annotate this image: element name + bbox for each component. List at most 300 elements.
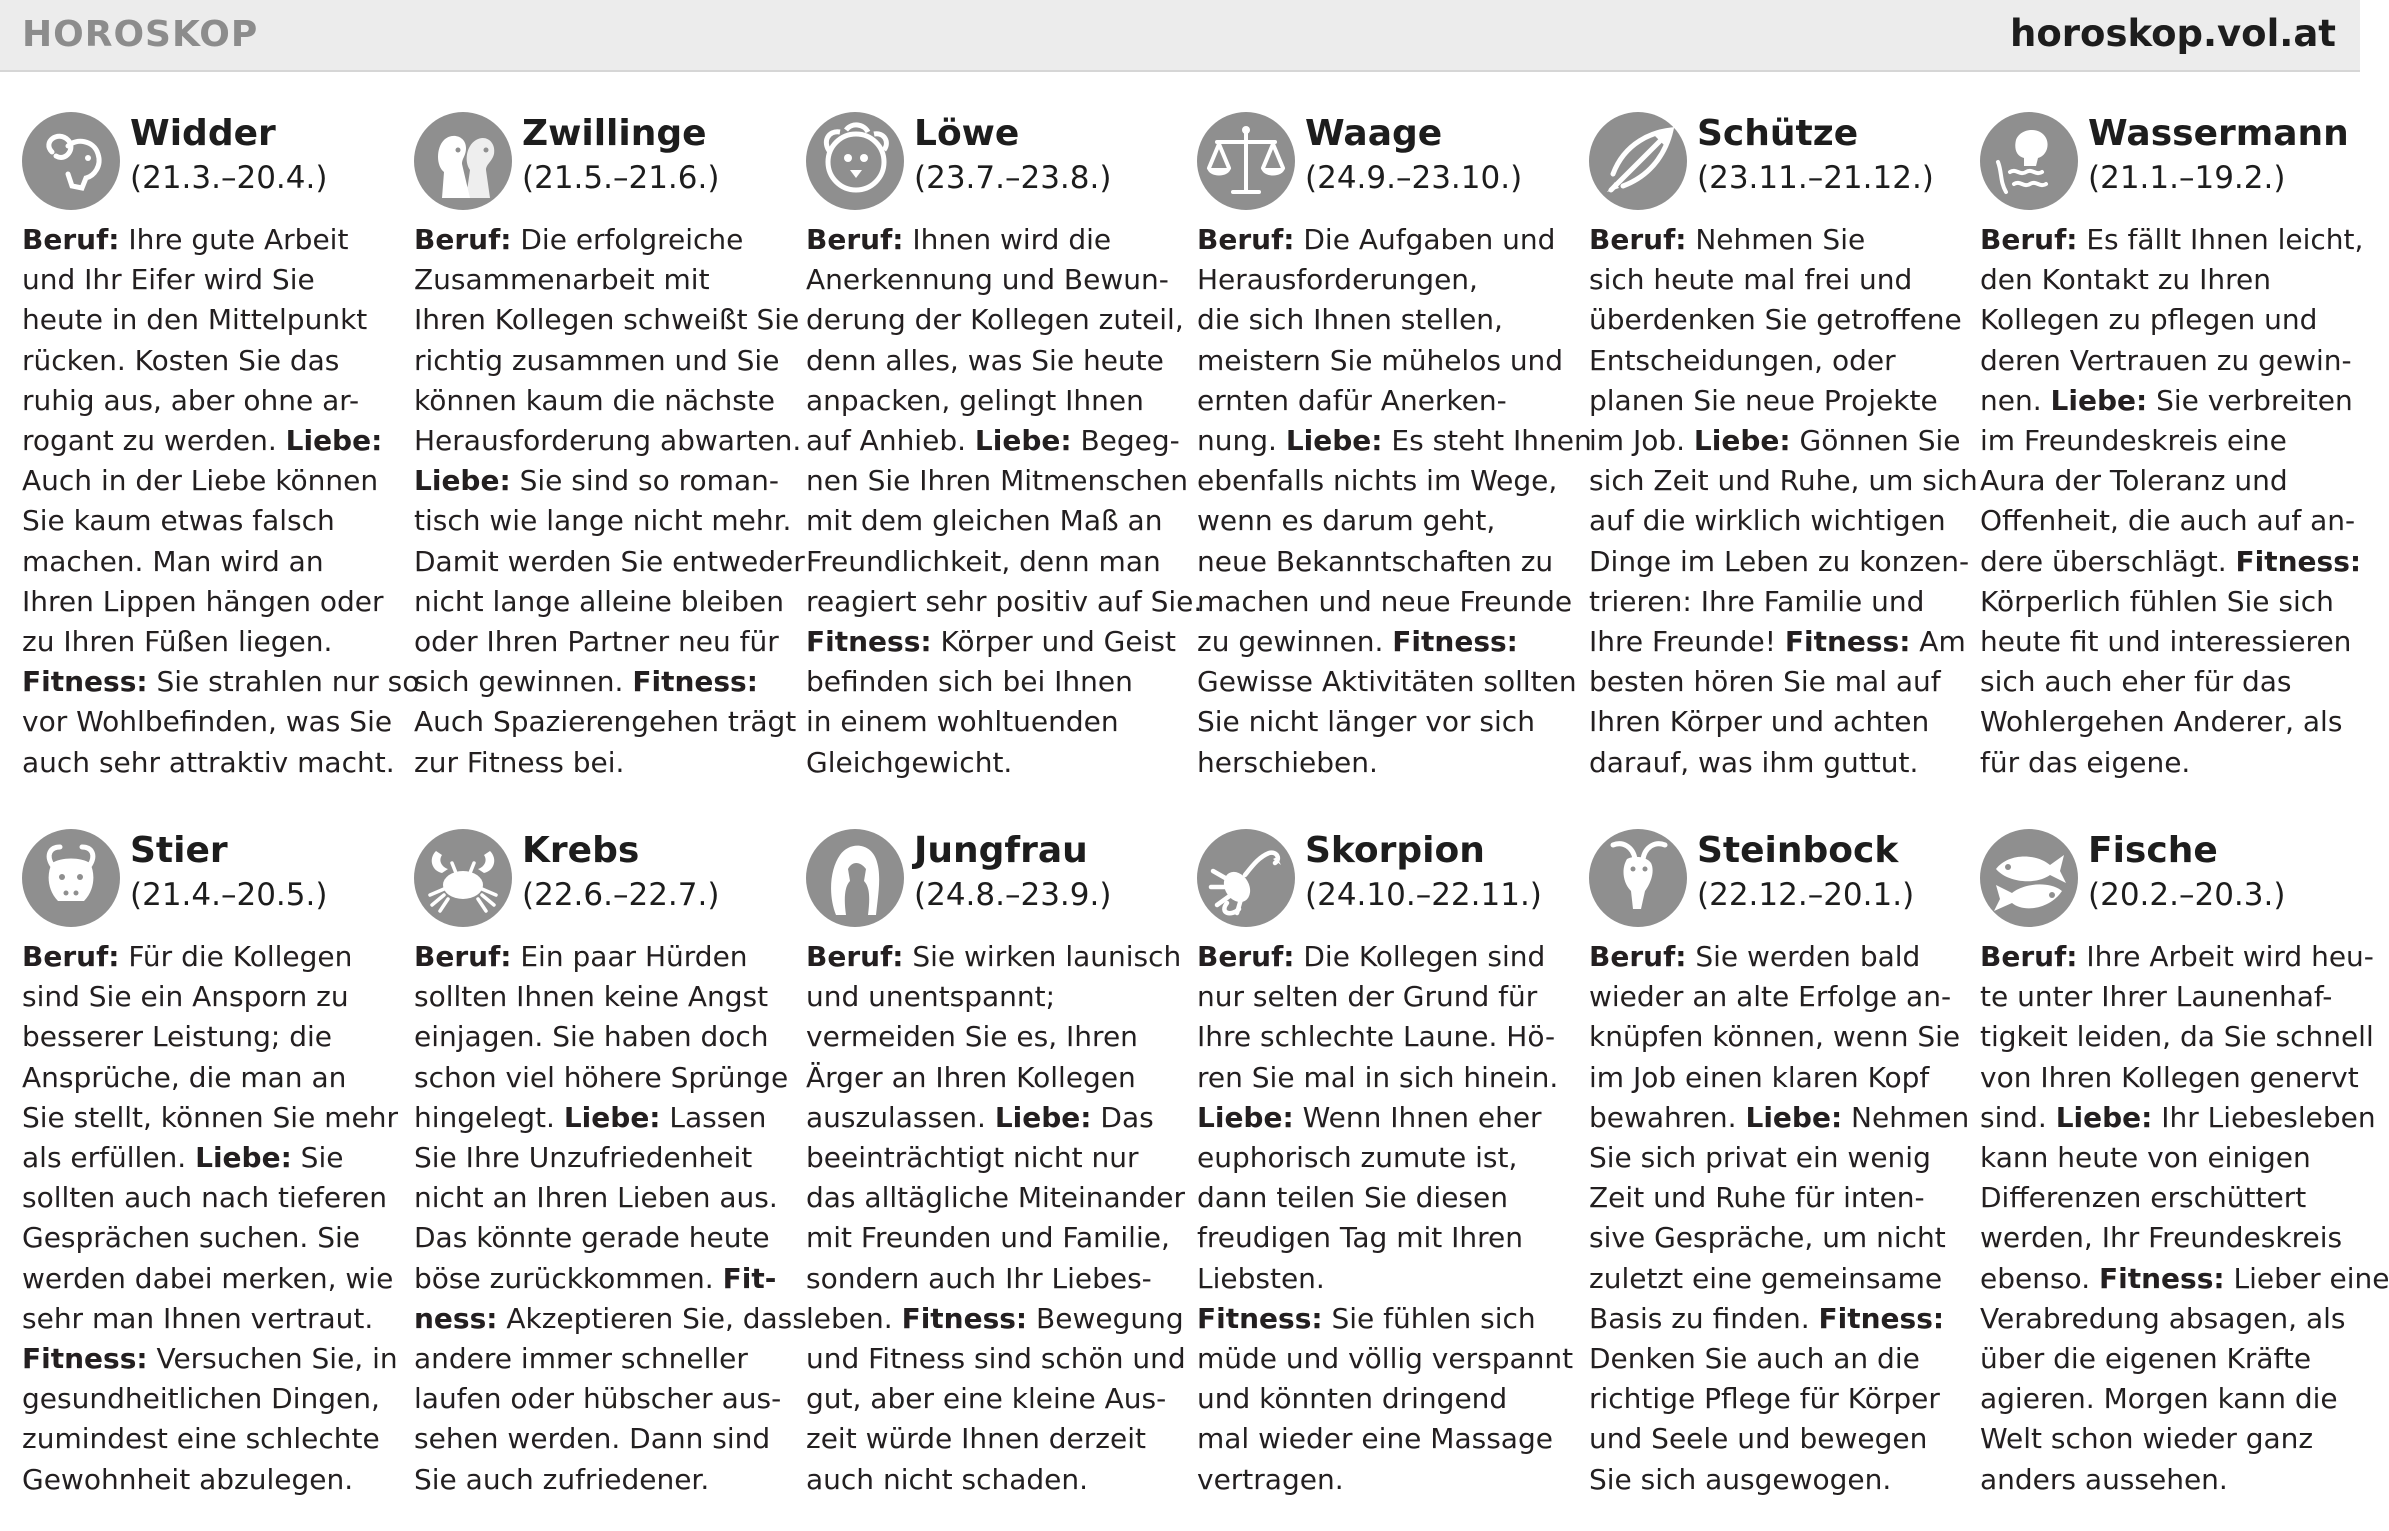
text-line bbox=[806, 1178, 1185, 1218]
text-line bbox=[806, 220, 1176, 260]
text-line bbox=[22, 1058, 392, 1098]
text-segment: Sie auch zufriedener. bbox=[414, 1462, 710, 1496]
sign-text bbox=[414, 937, 807, 1500]
category-label: Fit- bbox=[722, 1261, 777, 1295]
text-line bbox=[806, 341, 1176, 381]
text-segment: andere immer schneller bbox=[414, 1342, 748, 1376]
text-segment: Anerkennung und Bewun- bbox=[806, 263, 1169, 297]
text-segment: Bewegung bbox=[1027, 1301, 1184, 1335]
text-segment: Sie stellt, können Sie mehr bbox=[22, 1100, 398, 1134]
text-segment: Sie kaum etwas falsch bbox=[22, 504, 335, 538]
text-segment: machen. Man wird an bbox=[22, 544, 324, 578]
category-label: Fitness: bbox=[632, 665, 758, 699]
text-line bbox=[1980, 1178, 2350, 1218]
text-line bbox=[414, 220, 784, 260]
text-segment: Auch in der Liebe können bbox=[22, 464, 379, 498]
text-segment: im Job. bbox=[1589, 424, 1694, 458]
text-line bbox=[1197, 1379, 1567, 1419]
text-segment: Nehmen Sie bbox=[1686, 223, 1866, 256]
category-label: Beruf: bbox=[1589, 223, 1687, 256]
category-label: Liebe: bbox=[1285, 424, 1383, 458]
text-segment: Freundlichkeit, denn man bbox=[806, 544, 1161, 578]
text-segment: ernten dafür Anerken- bbox=[1197, 383, 1507, 417]
text-segment: auszulassen. bbox=[806, 1100, 995, 1134]
text-line bbox=[1980, 341, 2350, 381]
category-label: Liebe: bbox=[2050, 383, 2148, 417]
text-line bbox=[1980, 937, 2374, 977]
text-line bbox=[1589, 582, 1959, 622]
text-segment: meistern Sie mühelos und bbox=[1197, 343, 1564, 377]
category-label: Fitness: bbox=[2099, 1261, 2225, 1295]
text-line bbox=[1980, 702, 2350, 742]
text-line bbox=[1197, 1460, 1567, 1500]
sign-name: Fische bbox=[2088, 830, 2218, 871]
text-segment: Für die Kollegen bbox=[119, 940, 353, 973]
text-line bbox=[1980, 1017, 2374, 1057]
text-segment: Sie nicht länger vor sich bbox=[1197, 705, 1535, 739]
text-line bbox=[1197, 662, 1577, 702]
text-line bbox=[414, 582, 784, 622]
text-segment: Sie verbreiten bbox=[2147, 383, 2353, 417]
text-line bbox=[22, 622, 392, 662]
text-segment: Ihre Freunde! bbox=[1589, 625, 1785, 659]
text-line bbox=[22, 702, 392, 742]
sign-dates: (24.10.–22.11.) bbox=[1305, 877, 1542, 913]
text-segment: nung. bbox=[1197, 424, 1286, 458]
text-line bbox=[1197, 1419, 1567, 1459]
text-line bbox=[1980, 1339, 2350, 1379]
category-label: Liebe: bbox=[195, 1141, 292, 1175]
text-segment: richtig zusammen und Sie bbox=[414, 343, 780, 377]
text-line bbox=[22, 1138, 392, 1178]
text-line bbox=[1589, 542, 1970, 582]
sign-dates: (21.5.–21.6.) bbox=[522, 160, 720, 196]
text-segment: das alltägliche Miteinander bbox=[806, 1181, 1185, 1215]
text-line bbox=[1197, 702, 1567, 742]
text-segment: Gleichgewicht. bbox=[806, 745, 1013, 779]
sign-dates: (21.3.–20.4.) bbox=[130, 160, 328, 196]
text-segment: zuletzt eine gemeinsame bbox=[1589, 1261, 1943, 1295]
text-line bbox=[1197, 1339, 1574, 1379]
text-line bbox=[1980, 1299, 2350, 1339]
text-segment: sind. bbox=[1980, 1100, 2056, 1134]
text-segment: besten hören Sie mal auf bbox=[1589, 665, 1941, 699]
text-line bbox=[1589, 341, 1959, 381]
text-line bbox=[1589, 1178, 1959, 1218]
text-line bbox=[414, 1218, 784, 1258]
sign-loewe bbox=[806, 112, 1203, 783]
text-segment: herschieben. bbox=[1197, 745, 1378, 779]
text-segment: Denken Sie auch an die bbox=[1589, 1342, 1920, 1376]
text-line bbox=[414, 1379, 784, 1419]
text-segment: Sie strahlen nur so bbox=[147, 665, 420, 699]
sign-dates: (24.9.–23.10.) bbox=[1305, 160, 1523, 196]
text-line bbox=[414, 1138, 784, 1178]
category-label: Beruf: bbox=[806, 223, 904, 256]
text-line bbox=[22, 260, 392, 300]
text-line bbox=[1197, 421, 1592, 461]
sign-name: Schütze bbox=[1697, 113, 1859, 154]
text-line bbox=[1197, 260, 1567, 300]
text-segment: zeit würde Ihnen derzeit bbox=[806, 1422, 1146, 1456]
text-segment: tigkeit leiden, da Sie schnell bbox=[1980, 1020, 2374, 1054]
text-line bbox=[22, 1419, 392, 1459]
text-line bbox=[1980, 542, 2362, 582]
text-line bbox=[22, 937, 392, 977]
sign-name: Skorpion bbox=[1305, 830, 1485, 871]
category-label: Beruf: bbox=[1589, 940, 1687, 973]
category-label: Liebe: bbox=[1197, 1100, 1294, 1134]
text-segment: und unentspannt; bbox=[806, 980, 1056, 1014]
scorpion-icon bbox=[1197, 829, 1295, 927]
sign-widder bbox=[22, 112, 420, 783]
text-line bbox=[806, 1419, 1176, 1459]
text-line bbox=[414, 1017, 784, 1057]
text-segment: reagiert sehr positiv auf Sie. bbox=[806, 584, 1203, 618]
text-segment: Akzeptieren Sie, dass bbox=[497, 1301, 807, 1335]
sign-name: Wassermann bbox=[2088, 113, 2349, 154]
text-line bbox=[22, 582, 392, 622]
text-line bbox=[1980, 461, 2350, 501]
sign-dates: (21.4.–20.5.) bbox=[130, 877, 328, 913]
category-label: Liebe: bbox=[974, 424, 1072, 458]
text-line bbox=[806, 421, 1180, 461]
text-segment: im Freundeskreis eine bbox=[1980, 424, 2287, 458]
sign-text bbox=[806, 220, 1203, 783]
text-segment: Zusammenarbeit mit bbox=[414, 263, 710, 297]
text-segment: Aura der Toleranz und bbox=[1980, 464, 2288, 498]
text-line bbox=[414, 1259, 784, 1299]
category-label: Fitness: bbox=[806, 625, 932, 659]
sign-name: Jungfrau bbox=[914, 830, 1088, 871]
text-segment: sehen werden. Dann sind bbox=[414, 1422, 771, 1456]
sign-text bbox=[414, 220, 805, 783]
text-line bbox=[1197, 977, 1567, 1017]
text-line bbox=[1980, 1259, 2389, 1299]
text-segment: Gewohnheit abzulegen. bbox=[22, 1462, 354, 1496]
text-line bbox=[1589, 1017, 1959, 1057]
text-segment: schon viel höhere Sprünge bbox=[414, 1060, 789, 1094]
text-line bbox=[806, 260, 1176, 300]
text-segment: Ansprüche, die man an bbox=[22, 1060, 347, 1094]
text-segment: Gesprächen suchen. Sie bbox=[22, 1221, 360, 1255]
sign-name: Stier bbox=[130, 830, 228, 871]
text-segment: ebenfalls nichts im Wege, bbox=[1197, 464, 1558, 498]
text-segment: Die Kollegen sind bbox=[1294, 940, 1546, 973]
text-line bbox=[1980, 622, 2350, 662]
text-segment: Nehmen bbox=[1842, 1100, 1970, 1134]
text-segment: nicht an Ihren Lieben aus. bbox=[414, 1181, 778, 1215]
goat-icon bbox=[1589, 829, 1687, 927]
text-segment: Ihren Körper und achten bbox=[1589, 705, 1930, 739]
text-line bbox=[1589, 260, 1959, 300]
sign-name: Krebs bbox=[522, 830, 640, 871]
text-segment: einjagen. Sie haben doch bbox=[414, 1020, 769, 1054]
text-segment: Ihr Liebesleben bbox=[2152, 1100, 2376, 1134]
text-segment: sive Gespräche, um nicht bbox=[1589, 1221, 1946, 1255]
text-segment: derung der Kollegen zuteil, bbox=[806, 303, 1184, 337]
text-segment: ruhig aus, aber ohne ar- bbox=[22, 383, 360, 417]
sign-steinbock bbox=[1589, 829, 1970, 1500]
text-segment: Ein paar Hürden bbox=[511, 940, 748, 973]
text-line bbox=[806, 1138, 1176, 1178]
sign-skorpion bbox=[1197, 829, 1574, 1500]
category-label: Fitness: bbox=[22, 1342, 148, 1376]
text-segment: sich Zeit und Ruhe, um sich bbox=[1589, 464, 1978, 498]
text-segment: Die erfolgreiche bbox=[511, 223, 744, 256]
text-segment: beeinträchtigt nicht nur bbox=[806, 1141, 1139, 1175]
text-segment: Basis zu finden. bbox=[1589, 1301, 1819, 1335]
text-segment: Sie fühlen sich bbox=[1322, 1301, 1536, 1335]
category-label: Beruf: bbox=[1980, 940, 2078, 973]
text-segment: Wenn Ihnen eher bbox=[1293, 1100, 1542, 1134]
sign-text bbox=[1589, 220, 1978, 783]
text-segment: Sie bbox=[291, 1141, 344, 1175]
text-line bbox=[1589, 501, 1959, 541]
crab-icon bbox=[414, 829, 512, 927]
sign-stier bbox=[22, 829, 398, 1500]
text-segment: besserer Leistung; die bbox=[22, 1020, 332, 1054]
category-label: Fitness: bbox=[1784, 625, 1911, 659]
category-label: Beruf: bbox=[1197, 940, 1295, 973]
category-label: Beruf: bbox=[1197, 223, 1295, 256]
text-segment: Dinge im Leben zu konzen- bbox=[1589, 544, 1970, 578]
text-segment: sondern auch Ihr Liebes- bbox=[806, 1261, 1152, 1295]
text-line bbox=[1589, 300, 1962, 340]
text-segment: heute in den Mittelpunkt bbox=[22, 303, 368, 337]
text-line bbox=[414, 977, 784, 1017]
text-segment: heute fit und interessieren bbox=[1980, 625, 2352, 659]
text-line bbox=[1980, 582, 2350, 622]
text-segment: Sie sich privat ein wenig bbox=[1589, 1141, 1931, 1175]
virgin-icon bbox=[806, 829, 904, 927]
text-line bbox=[1197, 300, 1567, 340]
category-label: Liebe: bbox=[1693, 424, 1791, 458]
text-segment: Ärger an Ihren Kollegen bbox=[806, 1060, 1136, 1094]
archer-icon bbox=[1589, 112, 1687, 210]
text-segment: nen Sie Ihren Mitmenschen bbox=[806, 464, 1188, 498]
text-segment: sich gewinnen. bbox=[414, 665, 633, 699]
text-segment: Differenzen erschüttert bbox=[1980, 1181, 2307, 1215]
text-segment: Lieber eine bbox=[2224, 1261, 2389, 1295]
text-line bbox=[806, 743, 1176, 783]
text-segment: nur selten der Grund für bbox=[1197, 980, 1538, 1014]
sign-text bbox=[22, 937, 398, 1500]
category-label: Fitness: bbox=[2235, 544, 2362, 578]
text-line bbox=[806, 582, 1203, 622]
text-segment: Begeg- bbox=[1071, 424, 1180, 458]
lion-icon bbox=[806, 112, 904, 210]
text-line bbox=[1980, 743, 2350, 783]
text-segment: Kollegen zu pflegen und bbox=[1980, 303, 2318, 337]
text-segment: Sie wirken launisch bbox=[903, 940, 1182, 973]
text-segment: denn alles, was Sie heute bbox=[806, 343, 1164, 377]
text-line bbox=[1197, 622, 1567, 662]
text-segment: Sie sind so roman- bbox=[510, 464, 779, 498]
text-segment: sehr man Ihnen vertraut. bbox=[22, 1301, 374, 1335]
text-line bbox=[22, 341, 392, 381]
sign-wassermann bbox=[1980, 112, 2364, 783]
text-segment: machen und neue Freunde bbox=[1197, 584, 1573, 618]
text-segment: knüpfen können, wenn Sie bbox=[1589, 1020, 1961, 1054]
text-segment: rücken. Kosten Sie das bbox=[22, 343, 340, 377]
text-segment: bewahren. bbox=[1589, 1100, 1746, 1134]
text-segment: euphorisch zumute ist, bbox=[1197, 1141, 1518, 1175]
sign-name: Widder bbox=[130, 113, 276, 154]
text-line bbox=[414, 341, 784, 381]
text-line bbox=[22, 1098, 398, 1138]
category-label: Liebe: bbox=[414, 464, 511, 498]
text-segment: Die Aufgaben und bbox=[1294, 223, 1556, 256]
sign-text bbox=[1980, 220, 2364, 783]
text-line bbox=[1589, 220, 1959, 260]
text-segment: Am bbox=[1910, 625, 1966, 659]
text-line bbox=[1980, 662, 2350, 702]
text-line bbox=[806, 300, 1184, 340]
twins-icon bbox=[414, 112, 512, 210]
text-segment: Verabredung absagen, als bbox=[1980, 1301, 2346, 1335]
text-line bbox=[414, 1098, 784, 1138]
text-segment: dann teilen Sie diesen bbox=[1197, 1181, 1508, 1215]
text-segment: können kaum die nächste bbox=[414, 383, 776, 417]
text-line bbox=[1589, 702, 1959, 742]
text-segment: sich auch eher für das bbox=[1980, 665, 2292, 699]
text-segment: Gewisse Aktivitäten sollten bbox=[1197, 665, 1577, 699]
sign-name: Löwe bbox=[914, 113, 1020, 154]
text-line bbox=[806, 1058, 1176, 1098]
text-line bbox=[22, 461, 392, 501]
text-segment: Sie werden bald bbox=[1686, 940, 1921, 973]
text-segment: Körper und Geist bbox=[931, 625, 1176, 659]
text-line bbox=[1197, 1299, 1567, 1339]
text-segment: gesundheitlichen Dingen, bbox=[22, 1382, 380, 1416]
text-line bbox=[806, 1460, 1176, 1500]
text-segment: ebenso. bbox=[1980, 1261, 2099, 1295]
text-line bbox=[1589, 1218, 1959, 1258]
text-segment: Herausforderung abwarten. bbox=[414, 424, 802, 458]
text-segment: deren Vertrauen zu gewin- bbox=[1980, 343, 2352, 377]
sign-text bbox=[22, 220, 420, 783]
text-line bbox=[1589, 743, 1959, 783]
text-segment: laufen oder hübscher aus- bbox=[414, 1382, 782, 1416]
text-line bbox=[806, 1379, 1176, 1419]
text-segment: Entscheidungen, oder bbox=[1589, 343, 1896, 377]
text-segment: gut, aber eine kleine Aus- bbox=[806, 1382, 1167, 1416]
text-segment: Ihren Kollegen schweißt Sie bbox=[414, 303, 800, 337]
text-segment: für das eigene. bbox=[1980, 745, 2191, 779]
text-line bbox=[1589, 421, 1959, 461]
text-line bbox=[1980, 220, 2364, 260]
text-segment: wieder an alte Erfolge an- bbox=[1589, 980, 1952, 1014]
text-line bbox=[1197, 1138, 1567, 1178]
text-line bbox=[1980, 1460, 2350, 1500]
text-segment: sich heute mal frei und bbox=[1589, 263, 1913, 297]
text-line bbox=[806, 977, 1176, 1017]
text-line bbox=[806, 622, 1176, 662]
text-line bbox=[414, 937, 784, 977]
text-segment: Ihre gute Arbeit bbox=[119, 223, 349, 256]
text-segment: sollten Ihnen keine Angst bbox=[414, 980, 769, 1014]
sign-dates: (24.8.–23.9.) bbox=[914, 877, 1112, 913]
text-line bbox=[1197, 1178, 1567, 1218]
water-bearer-icon bbox=[1980, 112, 2078, 210]
text-segment: Ihre Arbeit wird heu- bbox=[2077, 940, 2374, 973]
text-line bbox=[806, 662, 1176, 702]
text-segment: auf Anhieb. bbox=[806, 424, 975, 458]
text-line bbox=[1197, 341, 1567, 381]
sign-dates: (23.11.–21.12.) bbox=[1697, 160, 1934, 196]
text-line bbox=[1197, 1017, 1567, 1057]
text-segment: Ihre schlechte Laune. Hö- bbox=[1197, 1020, 1556, 1054]
text-line bbox=[806, 1339, 1186, 1379]
text-segment: wenn es darum geht, bbox=[1197, 504, 1496, 538]
sign-waage bbox=[1197, 112, 1592, 783]
text-line bbox=[22, 1259, 392, 1299]
text-line bbox=[1980, 1419, 2350, 1459]
category-label: Beruf: bbox=[22, 223, 120, 256]
category-label: Beruf: bbox=[414, 940, 512, 973]
category-label: Fitness: bbox=[22, 665, 148, 699]
text-line bbox=[1197, 381, 1567, 421]
text-line bbox=[1980, 300, 2350, 340]
text-line bbox=[1589, 1419, 1959, 1459]
text-segment: werden dabei merken, wie bbox=[22, 1261, 394, 1295]
text-line bbox=[1197, 461, 1567, 501]
text-segment: zu Ihren Füßen liegen. bbox=[22, 625, 333, 659]
text-line bbox=[414, 542, 805, 582]
text-line bbox=[1980, 1218, 2350, 1258]
text-segment: Das bbox=[1091, 1100, 1154, 1134]
text-line bbox=[22, 381, 392, 421]
ram-icon bbox=[22, 112, 120, 210]
sign-name: Steinbock bbox=[1697, 830, 1899, 871]
text-line bbox=[806, 702, 1176, 742]
text-line bbox=[22, 1299, 392, 1339]
text-line bbox=[806, 1299, 1184, 1339]
text-segment: vor Wohlbefinden, was Sie bbox=[22, 705, 393, 739]
text-line bbox=[414, 1058, 789, 1098]
text-segment: befinden sich bei Ihnen bbox=[806, 665, 1133, 699]
text-segment: den Kontakt zu Ihren bbox=[1980, 263, 2271, 297]
sign-schuetze bbox=[1589, 112, 1978, 783]
text-line bbox=[22, 501, 392, 541]
text-segment: vermeiden Sie es, Ihren bbox=[806, 1020, 1138, 1054]
text-line bbox=[1589, 622, 1966, 662]
text-line bbox=[414, 501, 792, 541]
text-line bbox=[806, 1259, 1176, 1299]
category-label: Liebe: bbox=[1745, 1100, 1843, 1134]
sign-text bbox=[806, 937, 1186, 1500]
text-line bbox=[1980, 1098, 2376, 1138]
sign-dates: (20.2.–20.3.) bbox=[2088, 877, 2286, 913]
text-segment: mit Freunden und Familie, bbox=[806, 1221, 1170, 1255]
text-segment: mal wieder eine Massage bbox=[1197, 1422, 1553, 1456]
text-line bbox=[22, 1218, 392, 1258]
text-segment: zumindest eine schlechte bbox=[22, 1422, 380, 1456]
text-line bbox=[1980, 977, 2350, 1017]
text-segment: neue Bekanntschaften zu bbox=[1197, 544, 1554, 578]
text-line bbox=[1589, 1460, 1959, 1500]
text-line bbox=[414, 1460, 784, 1500]
text-segment: die sich Ihnen stellen, bbox=[1197, 303, 1503, 337]
text-segment: trieren: Ihre Familie und bbox=[1589, 584, 1925, 618]
text-line bbox=[806, 461, 1188, 501]
category-label: Liebe: bbox=[285, 424, 383, 458]
text-segment: Sie sich ausgewogen. bbox=[1589, 1462, 1892, 1496]
text-segment: auch nicht schaden. bbox=[806, 1462, 1089, 1496]
text-segment: nicht lange alleine bleiben bbox=[414, 584, 785, 618]
category-label: Fitness: bbox=[1197, 1301, 1323, 1335]
